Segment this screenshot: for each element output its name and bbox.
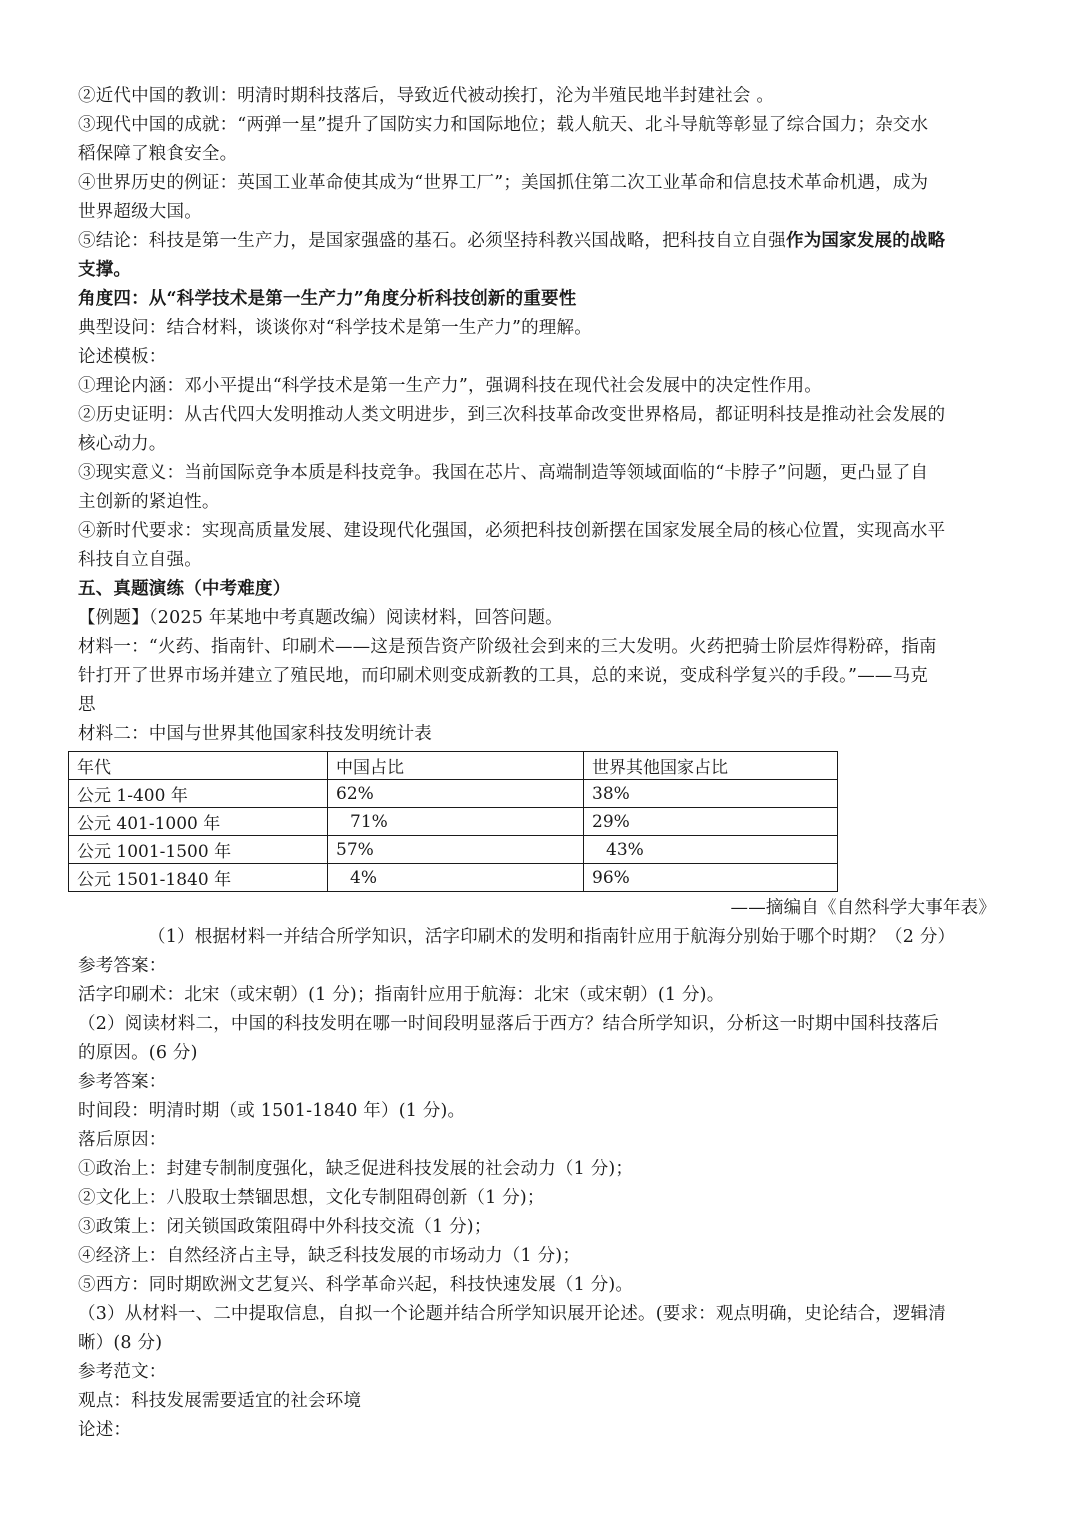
answer-line: 落后原因： [78, 1130, 167, 1150]
text-line: 论述模板： [78, 347, 167, 367]
table-header-cell: 中国占比 [328, 752, 584, 780]
text-line: 典型设问：结合材料，谈谈你对“科学技术是第一生产力”的理解。 [78, 318, 592, 338]
question-3: 晰）(8 分) [78, 1333, 163, 1353]
answer-line: ⑤西方：同时期欧洲文艺复兴、科学革命兴起，科技快速发展（1 分)。 [78, 1275, 634, 1295]
table-row [69, 864, 838, 892]
table-header-row [69, 752, 838, 780]
example-intro: 【例题】（2025 年某地中考真题改编）阅读材料，回答问题。 [78, 608, 563, 628]
answer-line: 参考范文： [78, 1362, 167, 1382]
angle4-lines [78, 314, 1008, 575]
part1-lines [78, 82, 1008, 285]
table-cell: 38% [584, 780, 838, 808]
table-cell: 62% [328, 780, 584, 808]
text-line: ③现实意义：当前国际竞争本质是科技竞争。我国在芯片、高端制造等领域面临的“卡脖子”问题，更凸显了自 [78, 463, 929, 483]
invention-stats-table [68, 751, 838, 892]
document-page [78, 82, 1008, 1445]
answer-label: 参考答案： [78, 956, 167, 976]
answer-line: ②文化上：八股取士禁锢思想，文化专制阻碍创新（1 分)； [78, 1188, 545, 1208]
material1-line: 材料一：“火药、指南针、印刷术——这是预告资产阶级社会到来的三大发明。火药把骑士阶层炸得粉碎，指南 [78, 637, 937, 657]
answer-line: 参考答案： [78, 1072, 167, 1092]
bold-emphasis: 支撑。 [78, 260, 132, 280]
text-line: 主创新的紧迫性。 [78, 492, 220, 512]
table-cell: 公元 1001-1500 年 [69, 836, 328, 864]
text-line: ⑤结论：科技是第一生产力，是国家强盛的基石。必须坚持科教兴国战略，把科技自立自强作为国家发展的战略 [78, 231, 946, 251]
text-line: 科技自立自强。 [78, 550, 202, 570]
table-header-cell: 世界其他国家占比 [584, 752, 838, 780]
answer-line: ④经济上：自然经济占主导，缺乏科技发展的市场动力（1 分)； [78, 1246, 581, 1266]
text-line: 核心动力。 [78, 434, 167, 454]
table-row [69, 808, 838, 836]
question-3: （3）从材料一、二中提取信息，自拟一个论题并结合所学知识展开论述。(要求：观点明确，史论结合，逻辑清 [78, 1304, 946, 1324]
answer-line: 观点：科技发展需要适宜的社会环境 [78, 1391, 362, 1411]
answer-line: 时间段：明清时期（或 1501-1840 年）(1 分)。 [78, 1101, 466, 1121]
table-cell: 29% [584, 808, 838, 836]
answer-line: ①政治上：封建专制制度强化，缺乏促进科技发展的社会动力（1 分)； [78, 1159, 634, 1179]
text-line: 世界超级大国。 [78, 202, 202, 222]
table-header-cell: 年代 [69, 752, 328, 780]
table-cell: 4% [328, 864, 584, 892]
text-line [78, 256, 1008, 285]
table-cell: 57% [328, 836, 584, 864]
question-2: 的原因。(6 分) [78, 1043, 198, 1063]
section5-heading: 五、真题演练（中考难度） [78, 579, 291, 599]
text-line: ④新时代要求：实现高质量发展、建设现代化强国，必须把科技创新摆在国家发展全局的核心位置，实现高水平 [78, 521, 946, 541]
table-source: ——摘编自《自然科学大事年表》 [730, 898, 996, 918]
table-cell: 公元 1501-1840 年 [69, 864, 328, 892]
q3-answer [78, 1358, 1008, 1445]
text-line: ③现代中国的成就：“两弹一星”提升了国防实力和国际地位；载人航天、北斗导航等彰显了综合国力；杂交水 [78, 115, 929, 135]
text-line: 稻保障了粮食安全。 [78, 144, 238, 164]
material1-line: 针打开了世界市场并建立了殖民地，而印刷术则变成新教的工具，总的来说，变成科学复兴的手段。”——马克 [78, 666, 928, 686]
answer-line: 论述： [78, 1420, 132, 1440]
text-line: ②历史证明：从古代四大发明推动人类文明进步，到三次科技革命改变世界格局，都证明科技是推动社会发展的 [78, 405, 946, 425]
answer-line: ③政策上：闭关锁国政策阻碍中外科技交流（1 分)； [78, 1217, 492, 1237]
question-1: （1）根据材料一并结合所学知识，活字印刷术的发明和指南针应用于航海分别始于哪个时期？（2 分） [148, 927, 956, 947]
table-row [69, 836, 838, 864]
material1-line: 思 [78, 695, 96, 715]
text-line: ④世界历史的例证：英国工业革命使其成为“世界工厂”；美国抓住第二次工业革命和信息技术革命机遇，成为 [78, 173, 929, 193]
table-cell: 96% [584, 864, 838, 892]
table-cell: 公元 1-400 年 [69, 780, 328, 808]
table-cell: 43% [584, 836, 838, 864]
question-2: （2）阅读材料二，中国的科技发明在哪一时间段明显落后于西方？结合所学知识，分析这一时期中国科技落后 [78, 1014, 939, 1034]
bold-emphasis: 作为国家发展的战略 [786, 231, 946, 251]
table-row [69, 780, 838, 808]
material2-title: 材料二：中国与世界其他国家科技发明统计表 [78, 724, 432, 744]
table-cell: 71% [328, 808, 584, 836]
angle4-heading: 角度四：从“科学技术是第一生产力”角度分析科技创新的重要性 [78, 289, 577, 309]
answer-line: 活字印刷术：北宋（或宋朝）(1 分)；指南针应用于航海：北宋（或宋朝）(1 分)。 [78, 985, 725, 1005]
text-line: ②近代中国的教训：明清时期科技落后，导致近代被动挨打，沦为半殖民地半封建社会 。 [78, 86, 775, 106]
table-cell: 公元 401-1000 年 [69, 808, 328, 836]
text-line: ①理论内涵：邓小平提出“科学技术是第一生产力”，强调科技在现代社会发展中的决定性作用。 [78, 376, 822, 396]
q2-answer [78, 1068, 1008, 1300]
